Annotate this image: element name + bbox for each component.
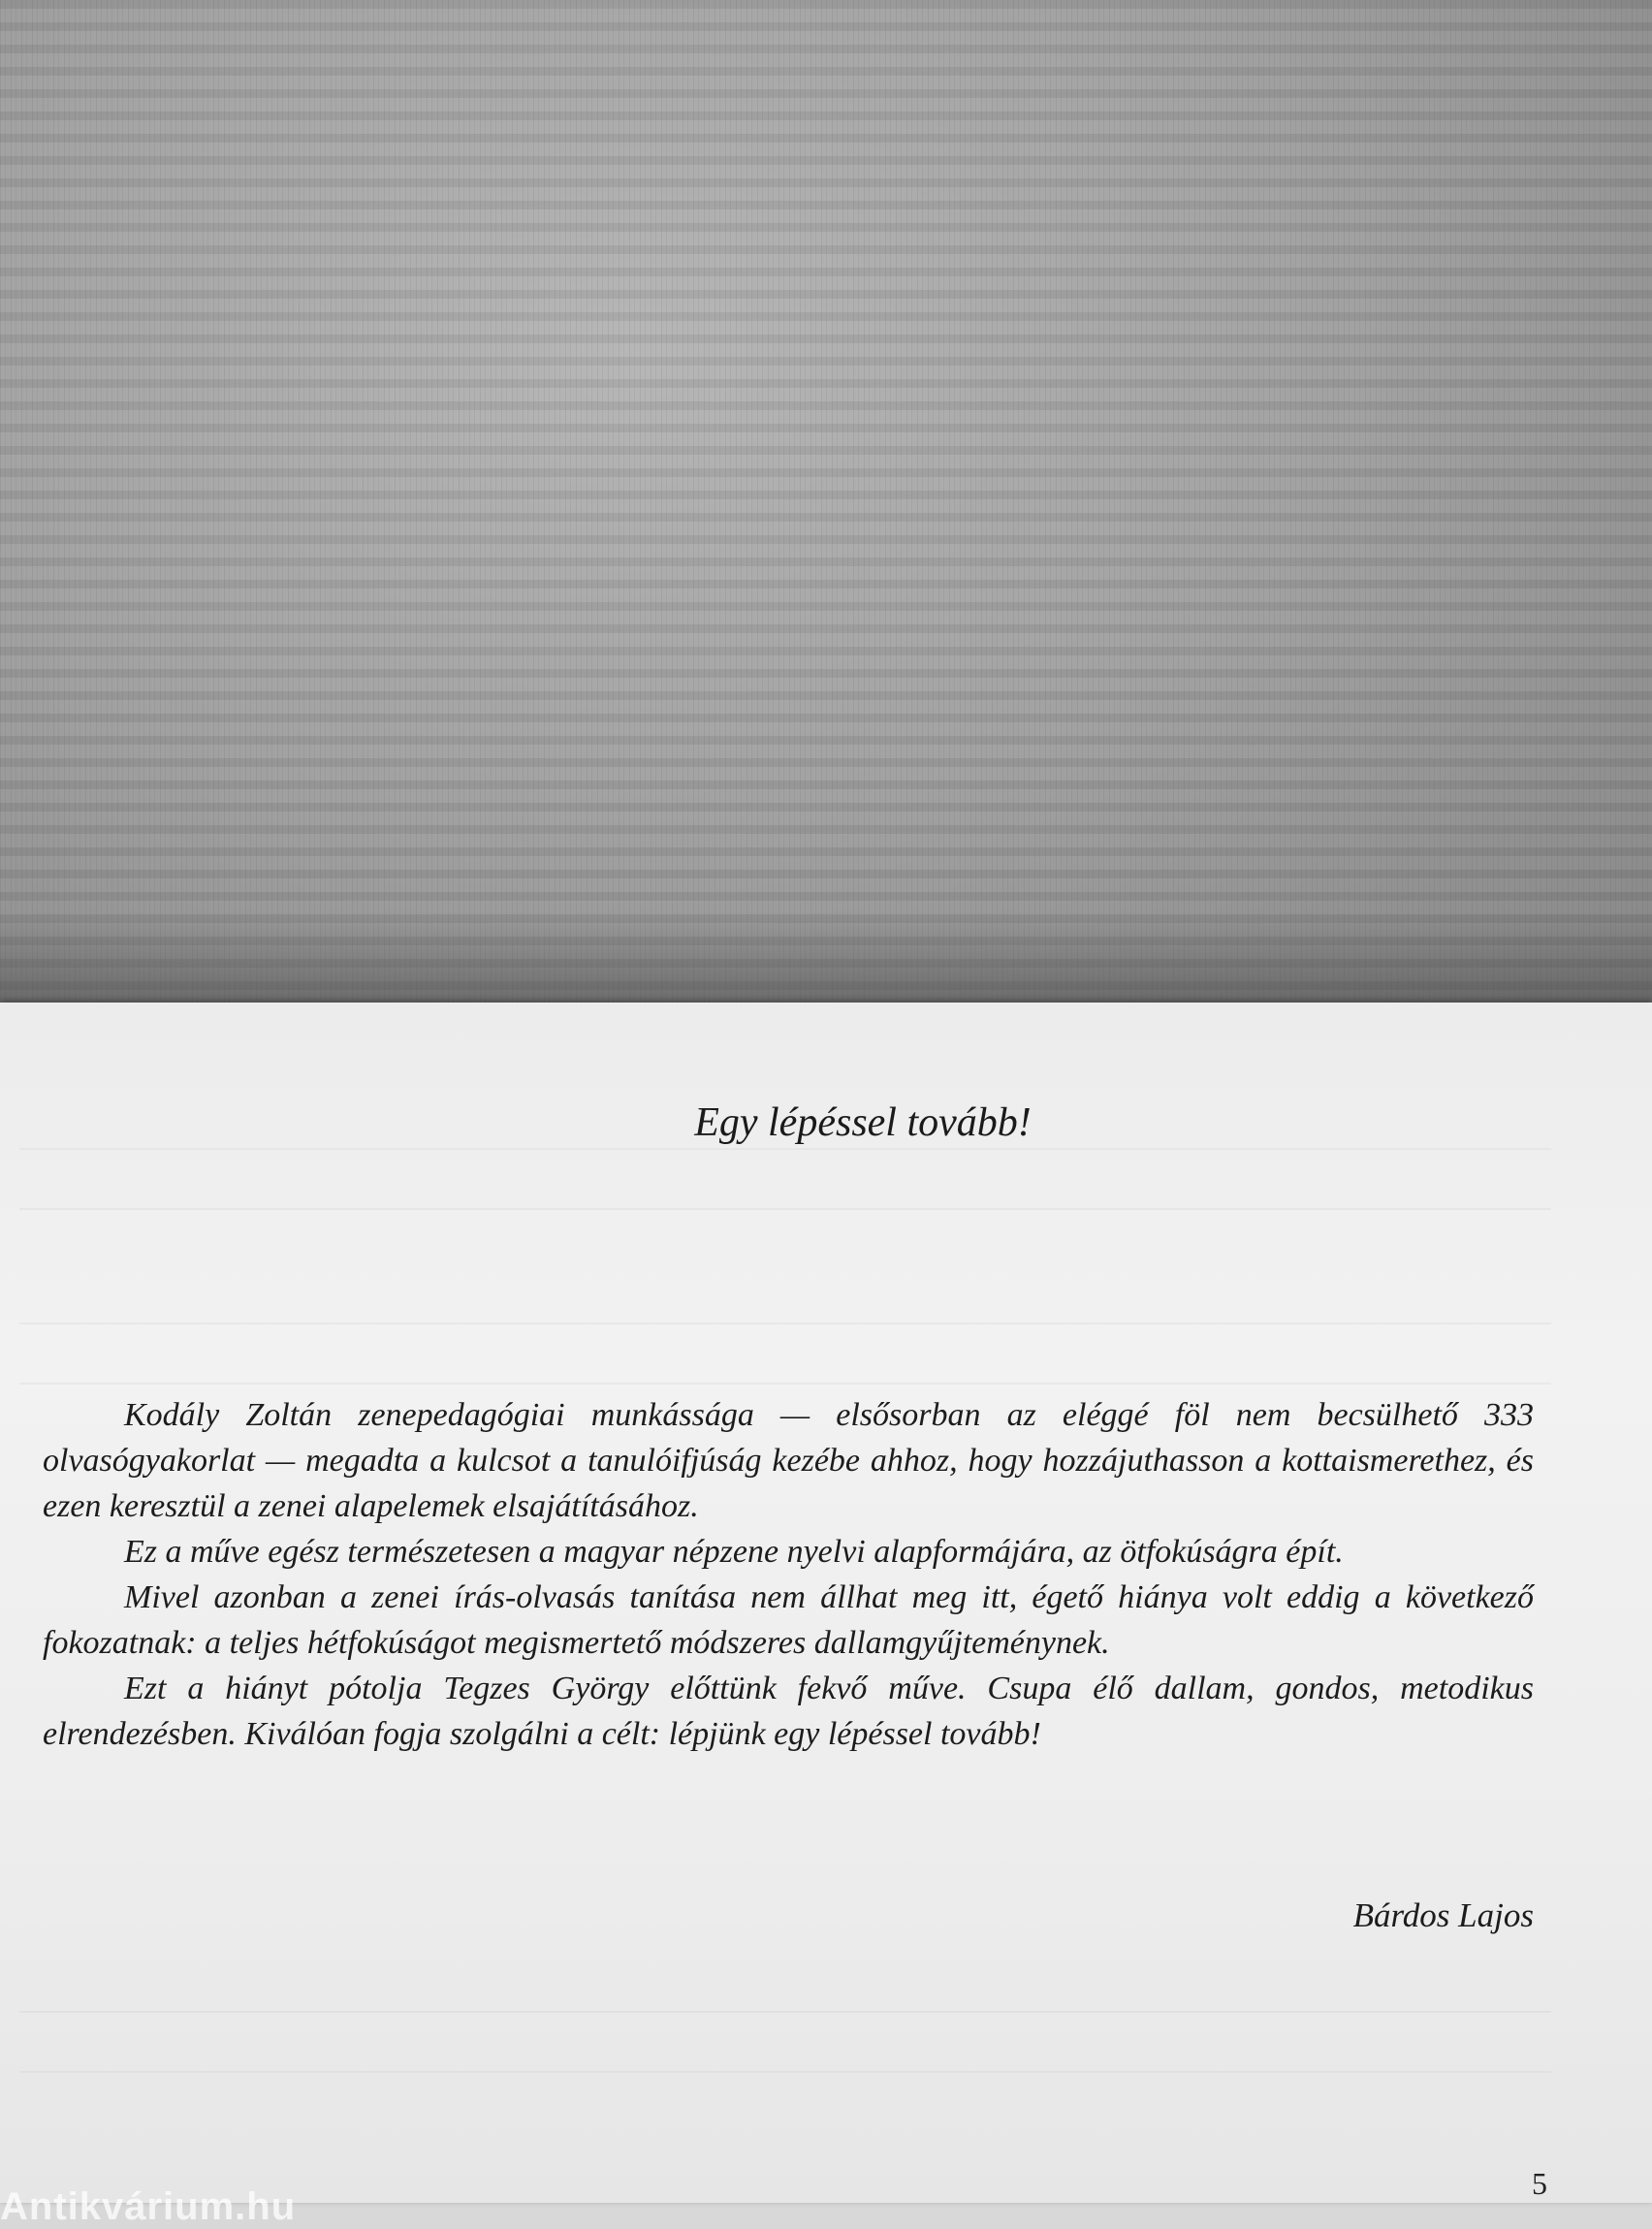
page-title: Egy lépéssel tovább! (694, 1100, 1032, 1145)
show-through-staff (19, 2011, 1551, 2073)
page-number: 5 (1532, 2166, 1547, 2201)
watermark: Antikvárium.hu (0, 2185, 297, 2228)
paragraph: Ezt a hiányt pótolja Tegzes György előttünk fekvő műve. Csupa élő dallam, gondos, metodikus elrendezésben. Kiválóan fogja szolgálni a célt: lépjünk egy lépéssel tovább! (43, 1671, 1534, 1752)
background-surface (0, 0, 1652, 1008)
signature: Bárdos Lajos (1352, 1896, 1534, 1934)
paragraph: Kodály Zoltán zenepedagógiai munkássága — elsősorban az eléggé föl nem becsülhető 333 olvasógyakorlat — megadta a kulcsot a tanulóifjúság kezébe ahhoz, hogy hozzájuthasson a kottaismerethez, és ezen keresztül a zenei alapelemek elsajátításához. (43, 1397, 1534, 1524)
show-through-staff (19, 1322, 1551, 1385)
body-text (43, 1392, 1534, 1757)
show-through-staff (19, 1148, 1551, 1210)
paragraph: Ez a műve egész természetesen a magyar népzene nyelvi alapformájára, az ötfokúságra épít. (124, 1534, 1344, 1570)
book-page (0, 1003, 1652, 2228)
paragraph: Mivel azonban a zenei írás-olvasás tanítása nem állhat meg itt, égető hiánya volt eddig a következő fokozatnak: a teljes hétfokúságot megismertető módszeres dallamgyűjteménynek. (43, 1579, 1534, 1661)
